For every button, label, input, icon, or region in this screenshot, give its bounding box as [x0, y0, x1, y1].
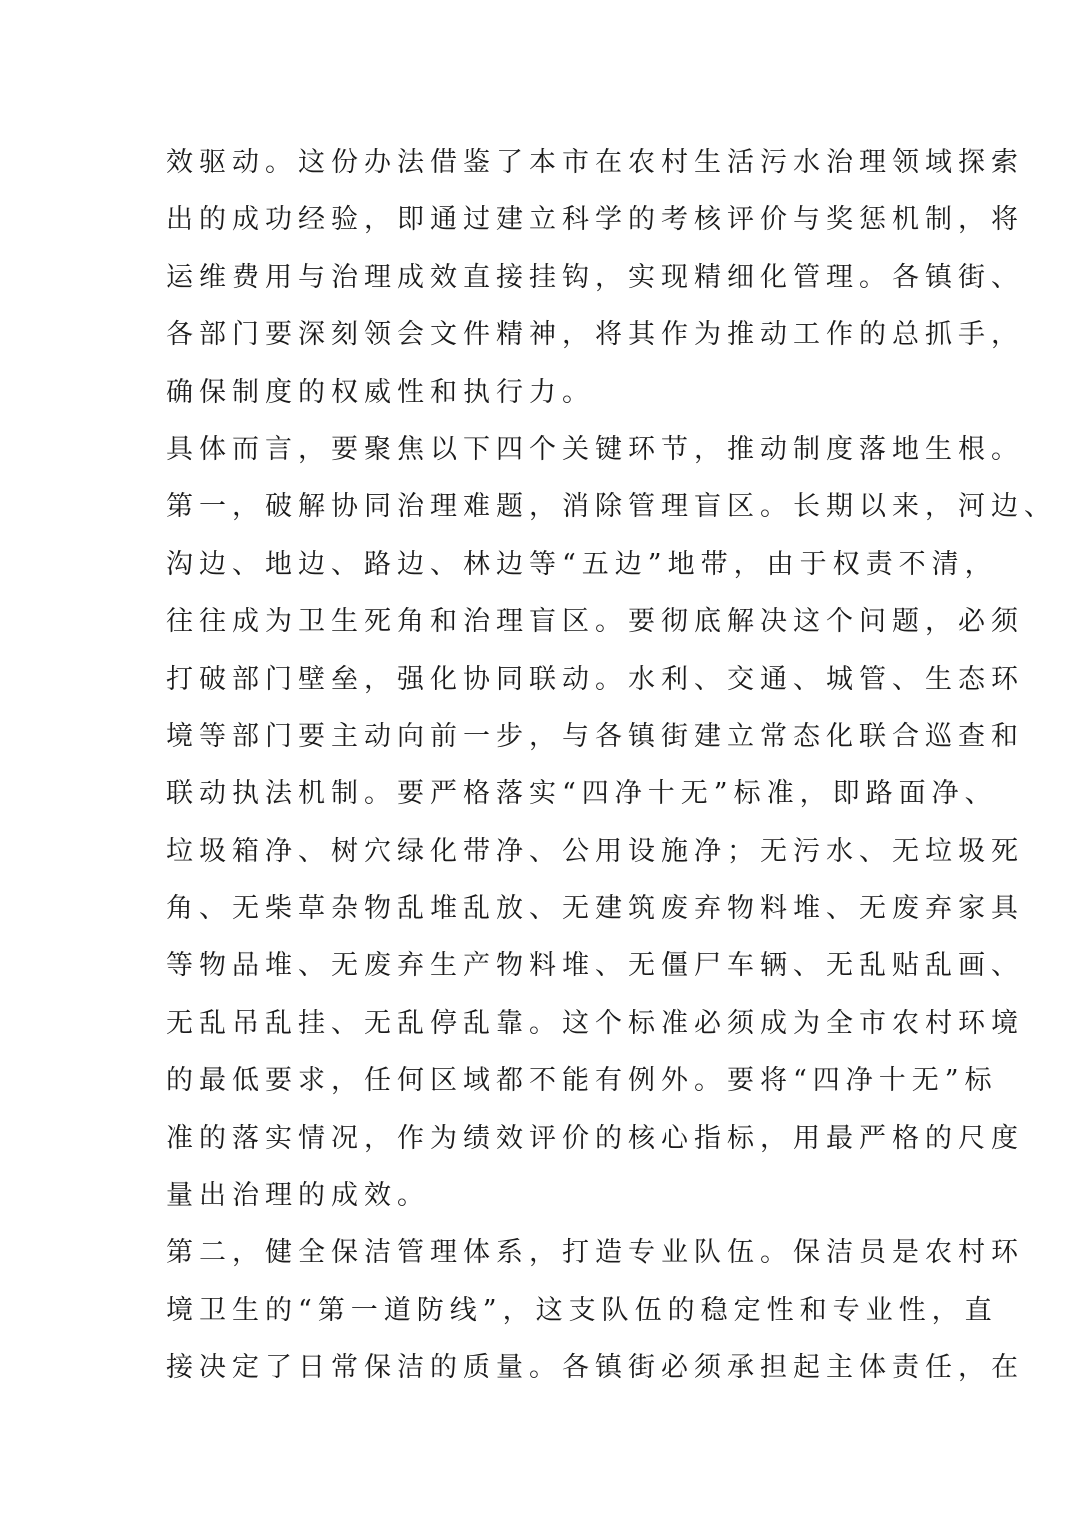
text-line: 运维费用与治理成效直接挂钩，实现精细化管理。各镇街、: [166, 261, 1024, 293]
text-line: 境卫生的“第一道防线”，这支队伍的稳定性和专业性，直: [166, 1294, 998, 1326]
text-line: 第二，健全保洁管理体系，打造专业队伍。保洁员是农村环: [166, 1237, 1024, 1269]
text-line: 垃圾箱净、树穴绿化带净、公用设施净；无污水、无垃圾死: [166, 835, 1024, 867]
text-line: 沟边、地边、路边、林边等“五边”地带，由于权责不清，: [166, 548, 998, 580]
text-line: 等物品堆、无废弃生产物料堆、无僵尸车辆、无乱贴乱画、: [166, 950, 1024, 982]
text-line: 接决定了日常保洁的质量。各镇街必须承担起主体责任，在: [166, 1352, 1024, 1384]
text-line: 往往成为卫生死角和治理盲区。要彻底解决这个问题，必须: [166, 606, 1024, 638]
text-line: 确保制度的权威性和执行力。: [166, 376, 595, 408]
text-line: 的最低要求，任何区域都不能有例外。要将“四净十无”标: [166, 1065, 998, 1097]
text-line: 准的落实情况，作为绩效评价的核心指标，用最严格的尺度: [166, 1122, 1024, 1154]
text-line: 各部门要深刻领会文件精神，将其作为推动工作的总抓手，: [166, 319, 1024, 351]
text-line: 角、无柴草杂物乱堆乱放、无建筑废弃物料堆、无废弃家具: [166, 893, 1024, 925]
text-line: 量出治理的成效。: [166, 1180, 430, 1212]
text-line: 联动执法机制。要严格落实“四净十无”标准，即路面净、: [166, 778, 998, 810]
body-text: [166, 134, 1057, 1397]
text-line: 无乱吊乱挂、无乱停乱靠。这个标准必须成为全市农村环境: [166, 1007, 1024, 1039]
text-line: 出的成功经验，即通过建立科学的考核评价与奖惩机制，将: [166, 204, 1024, 236]
text-line: 境等部门要主动向前一步，与各镇街建立常态化联合巡查和: [166, 720, 1024, 752]
text-line: 效驱动。这份办法借鉴了本市在农村生活污水治理领域探索: [166, 147, 1024, 178]
text-line: 具体而言，要聚焦以下四个关键环节，推动制度落地生根。: [166, 433, 1024, 465]
text-line: 第一，破解协同治理难题，消除管理盲区。长期以来，河边、: [166, 491, 1057, 523]
text-line: 打破部门壁垒，强化协同联动。水利、交通、城管、生态环: [166, 663, 1024, 695]
